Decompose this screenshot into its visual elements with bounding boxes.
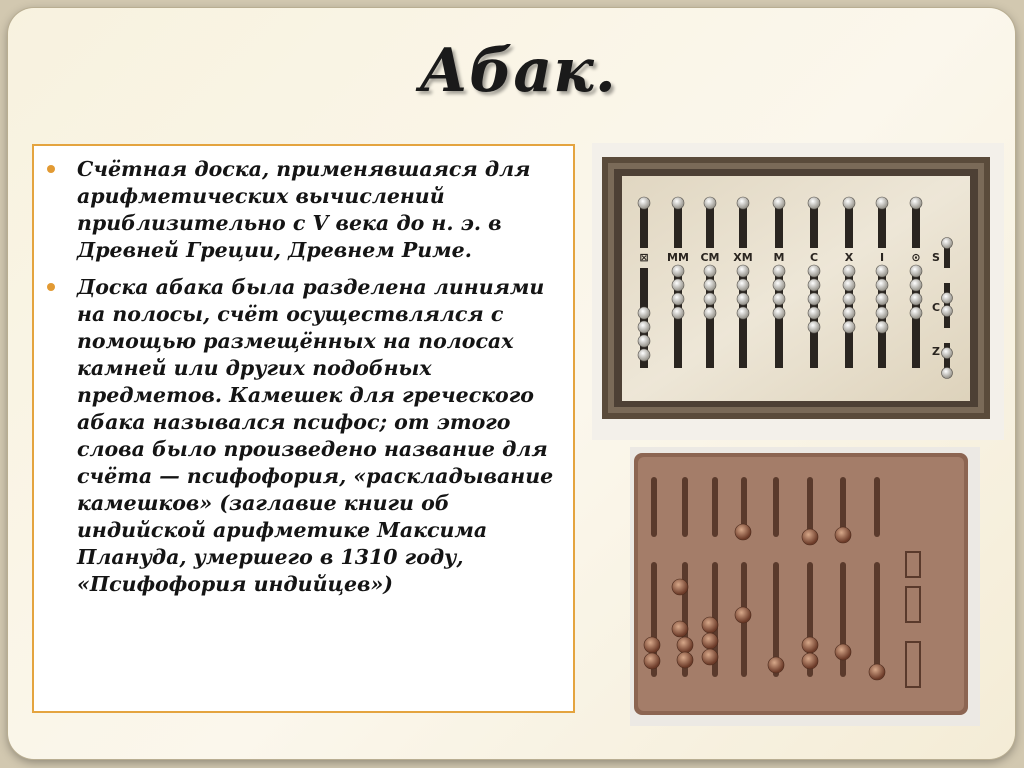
- bead: [735, 607, 751, 623]
- bead: [672, 307, 684, 319]
- bead: [876, 197, 888, 209]
- bead: [802, 653, 818, 669]
- bead: [835, 527, 851, 543]
- bead: [773, 307, 785, 319]
- bead: [843, 307, 855, 319]
- bead: [876, 293, 888, 305]
- bead: [672, 265, 684, 277]
- bead: [737, 307, 749, 319]
- bead: [737, 293, 749, 305]
- bead: [910, 279, 922, 291]
- bead: [876, 307, 888, 319]
- bead: [737, 197, 749, 209]
- bead: [677, 652, 693, 668]
- bead: [843, 197, 855, 209]
- bead: [835, 644, 851, 660]
- bead: [808, 197, 820, 209]
- abacus-wooden-photo: [592, 143, 1004, 440]
- bead: [910, 197, 922, 209]
- abacus-side-mark: Z: [932, 345, 940, 358]
- bead: [644, 653, 660, 669]
- bead: [638, 321, 650, 333]
- bead: [638, 349, 650, 361]
- abacus-column-mark: ⊙: [911, 251, 921, 264]
- bullet-dot-icon: [47, 283, 55, 291]
- bead: [644, 637, 660, 653]
- bead: [735, 524, 751, 540]
- bead: [704, 197, 716, 209]
- bullet-item: [44, 274, 565, 598]
- bead: [876, 265, 888, 277]
- abacus-column-mark: CM: [700, 251, 720, 264]
- bead: [910, 293, 922, 305]
- bead: [843, 279, 855, 291]
- abacus-side-mark: S: [932, 251, 940, 264]
- bead: [702, 617, 718, 633]
- text-box: [32, 144, 575, 713]
- bead: [942, 238, 953, 249]
- bead: [843, 293, 855, 305]
- abacus-column-mark: C: [809, 251, 819, 264]
- bead: [672, 579, 688, 595]
- bead: [808, 265, 820, 277]
- bead: [773, 293, 785, 305]
- bead: [704, 279, 716, 291]
- bead: [704, 265, 716, 277]
- bead: [768, 657, 784, 673]
- bead: [843, 265, 855, 277]
- abacus-image: [592, 143, 1004, 440]
- bead: [672, 293, 684, 305]
- bead: [808, 279, 820, 291]
- bead: [702, 633, 718, 649]
- bullet-text: Счётная доска, применявшаяся для арифметических вычислений приблизительно с V века до н. э. в Древней Греции, Древнем Риме.: [77, 157, 531, 262]
- abacus-column-mark: X: [844, 251, 854, 264]
- slide-title: Абак.: [419, 36, 617, 106]
- bead: [672, 197, 684, 209]
- abacus-column-mark: MM: [667, 251, 689, 264]
- abacus-column-mark: M: [773, 251, 785, 264]
- abacus-side-mark: C: [932, 301, 941, 314]
- bead: [737, 265, 749, 277]
- bead: [942, 306, 953, 317]
- bead: [704, 307, 716, 319]
- bead: [808, 307, 820, 319]
- abacus-column-mark: ⊠: [639, 251, 649, 264]
- abacus-bronze-photo: [630, 447, 980, 726]
- bead: [638, 335, 650, 347]
- bead: [702, 649, 718, 665]
- bead: [704, 293, 716, 305]
- bullet-text: Доска абака была разделена линиями на полосы, счёт осуществлялся с помощью размещённых на полосах камней или других подобных предметов. Камешек для греческого абака назывался псифос; от этого слова было произведено название для счёта — псифофория, «раскладывание камешков» (заглавие книги об индийской арифметике Максима Плануда, умершего в 1310 году, «Псифофория индийцев»): [77, 275, 554, 596]
- abacus-column-mark: I: [879, 251, 885, 264]
- abacus-column-mark: XM: [733, 251, 753, 264]
- bead: [808, 293, 820, 305]
- bullet-item: [44, 156, 565, 264]
- bead: [808, 321, 820, 333]
- bead: [942, 293, 953, 304]
- bead: [773, 279, 785, 291]
- bead: [910, 265, 922, 277]
- bead: [677, 637, 693, 653]
- bead: [638, 307, 650, 319]
- bead: [737, 279, 749, 291]
- bead: [843, 321, 855, 333]
- bead: [942, 348, 953, 359]
- bead: [773, 265, 785, 277]
- bead: [942, 368, 953, 379]
- bead: [876, 279, 888, 291]
- bead: [672, 279, 684, 291]
- bead: [876, 321, 888, 333]
- bullet-dot-icon: [47, 165, 55, 173]
- bead: [869, 664, 885, 680]
- bead: [773, 197, 785, 209]
- bead: [672, 621, 688, 637]
- bead: [802, 529, 818, 545]
- bead: [802, 637, 818, 653]
- bullet-list: [34, 146, 573, 598]
- abacus-image: [630, 447, 980, 726]
- bead: [638, 197, 650, 209]
- bead: [910, 307, 922, 319]
